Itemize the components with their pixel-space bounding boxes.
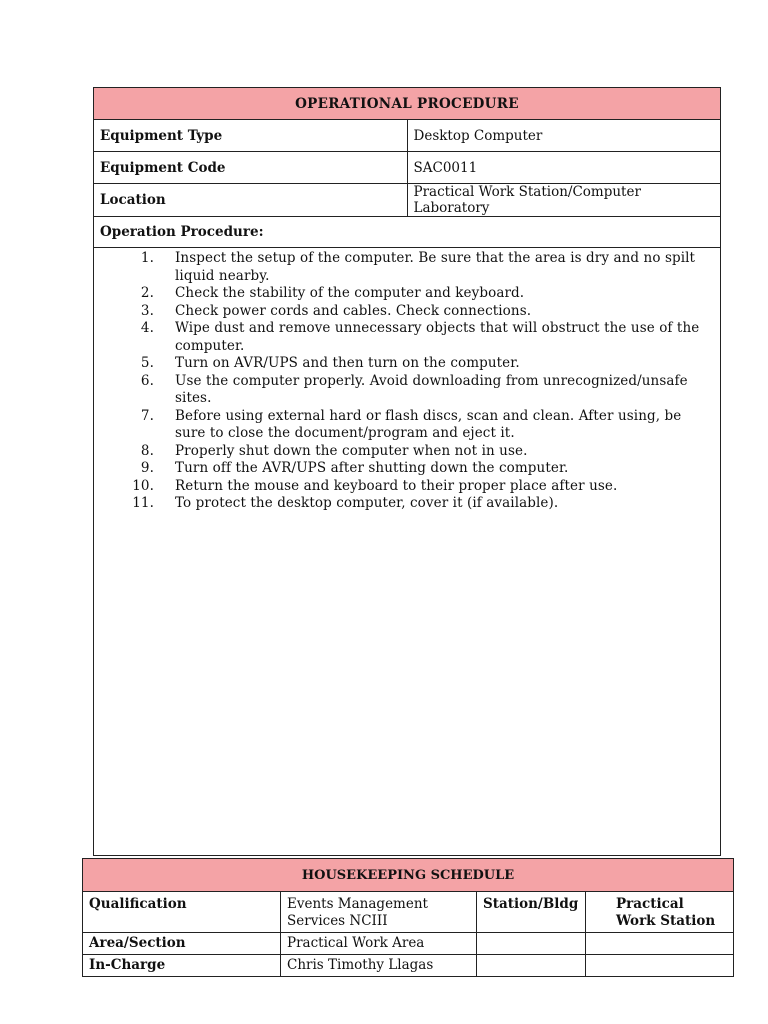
step-number: 9.: [140, 460, 154, 476]
in-charge-label: In-Charge: [83, 955, 281, 977]
list-item: [94, 373, 706, 408]
equipment-type-value: Desktop Computer: [407, 120, 721, 152]
step-text: Turn on AVR/UPS and then turn on the computer.: [175, 355, 520, 371]
step-number: 6.: [140, 372, 154, 389]
step-number: 7.: [140, 407, 154, 424]
list-item: [94, 495, 706, 513]
operation-procedure-label: Operation Procedure:: [94, 217, 721, 248]
step-number: 3.: [140, 302, 154, 319]
area-section-label: Area/Section: [83, 933, 281, 955]
housekeeping-schedule-title: HOUSEKEEPING SCHEDULE: [83, 859, 734, 892]
list-item: [94, 320, 706, 355]
step-text: Check the stability of the computer and keyboard.: [175, 285, 525, 301]
procedure-steps-cell: [94, 248, 721, 856]
list-item: [94, 460, 706, 478]
step-number: 4.: [140, 320, 154, 336]
step-text: Return the mouse and keyboard to their proper place after use.: [175, 477, 618, 494]
area-section-value: Practical Work Area: [281, 933, 477, 955]
area-section-row: [83, 933, 734, 955]
location-row: [94, 184, 721, 217]
step-text: To protect the desktop computer, cover it (if available).: [175, 495, 559, 511]
step-number: 11.: [132, 495, 154, 511]
operational-procedure-title: OPERATIONAL PROCEDURE: [94, 88, 721, 120]
step-text: Turn off the AVR/UPS after shutting down the computer.: [175, 460, 569, 476]
step-text: Properly shut down the computer when not in use.: [175, 442, 528, 459]
step-text: Wipe dust and remove unnecessary objects that will obstruct the use of the computer.: [175, 320, 700, 354]
location-value: Practical Work Station/Computer Laboratory: [407, 184, 721, 217]
equipment-code-value: SAC0011: [407, 152, 721, 184]
list-item: [94, 285, 706, 303]
list-item: [94, 250, 706, 285]
station-value: Practical Work Station: [586, 892, 734, 933]
housekeeping-schedule-table: [82, 858, 734, 977]
step-number: 8.: [140, 442, 154, 459]
step-text: Use the computer properly. Avoid downloading from unrecognized/unsafe sites.: [175, 372, 688, 406]
qualification-label: Qualification: [83, 892, 281, 933]
operational-procedure-table: [93, 87, 721, 856]
equipment-type-label: Equipment Type: [94, 120, 408, 152]
procedure-steps-list: [94, 248, 720, 513]
equipment-type-row: [94, 120, 721, 152]
incharge-practical-empty-cell: [586, 955, 734, 977]
location-label: Location: [94, 184, 408, 217]
in-charge-value: Chris Timothy Llagas: [281, 955, 477, 977]
qualification-row: [83, 892, 734, 933]
list-item: [94, 408, 706, 443]
area-station-empty-cell: [477, 933, 586, 955]
list-item: [94, 303, 706, 321]
list-item: [94, 443, 706, 461]
equipment-code-row: [94, 152, 721, 184]
list-item: [94, 355, 706, 373]
incharge-station-empty-cell: [477, 955, 586, 977]
area-practical-empty-cell: [586, 933, 734, 955]
step-number: 2.: [140, 285, 154, 301]
in-charge-row: [83, 955, 734, 977]
step-text: Check power cords and cables. Check connections.: [175, 302, 532, 319]
station-label: Station/Bldg: [477, 892, 586, 933]
step-number: 1.: [140, 250, 154, 266]
list-item: [94, 478, 706, 496]
qualification-value: Events Management Services NCIII: [281, 892, 477, 933]
step-number: 5.: [140, 355, 154, 371]
step-text: Before using external hard or flash discs, scan and clean. After using, be sure to close the document/program and eject it.: [175, 407, 682, 441]
step-number: 10.: [132, 477, 154, 494]
step-text: Inspect the setup of the computer. Be sure that the area is dry and no spilt liquid nearby.: [175, 250, 696, 284]
equipment-code-label: Equipment Code: [94, 152, 408, 184]
